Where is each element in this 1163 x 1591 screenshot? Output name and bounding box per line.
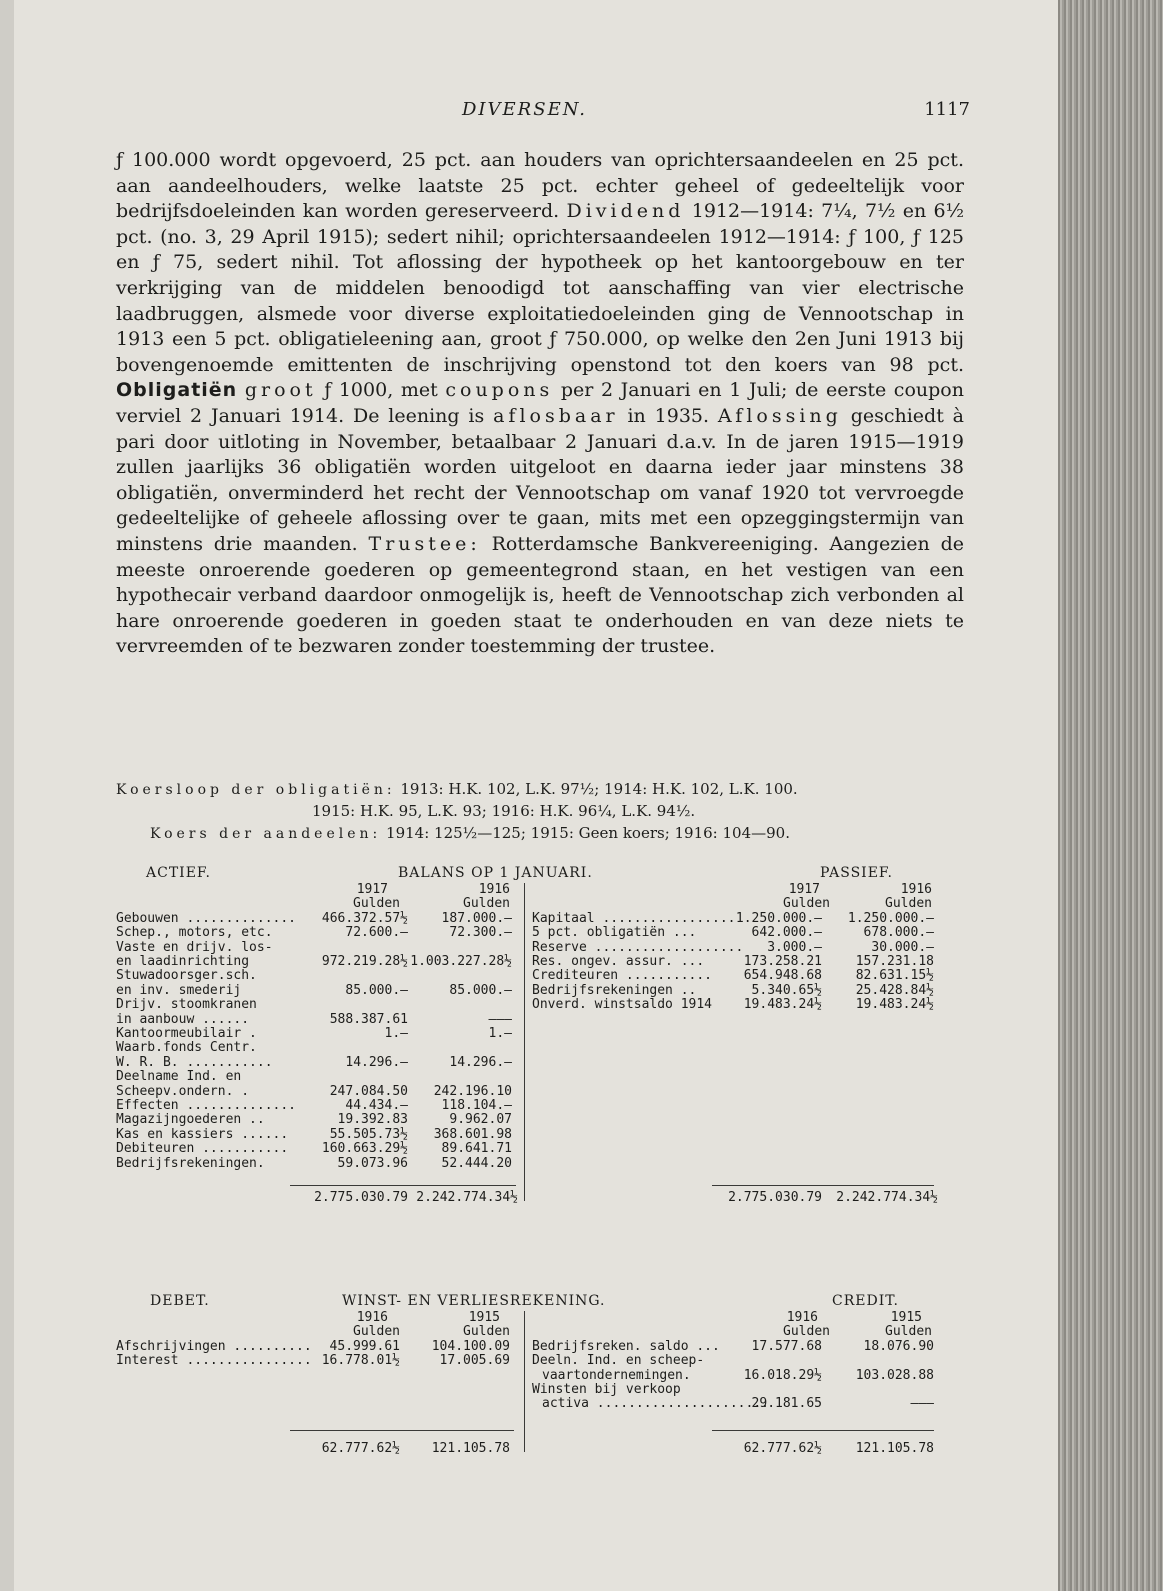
body-text-2: 1912—1914: 7¼, 7½ en 6½ pct. (no. 3, 29 April 1915); sedert nihil; oprichtersaandeelen 1912—1914: ƒ 100, ƒ 125 en ƒ 75, sedert nihil. Tot aflossing der hypotheek op het kantoorgebouw en ter verkrijging van de middelen benoodigd tot aanschaffing van vier electrische laadbruggen, alsmede voor diverse exploitatiedoeleinden ging de Vennootschap in 1913 een 5 pct. obligatieleening aan, groot ƒ 750.000, op welke den 2en Juni 1913 bij bovengenoemde emittenten de inschrijving openstond tot den koers van 98 pct.: [116, 200, 965, 376]
aflosbaar-heading: aflosbaar: [493, 404, 619, 427]
balance-actief-value-1917: 1.—: [384, 1026, 408, 1041]
balance-passief-total-1916: 2.242.774.34½: [836, 1190, 938, 1205]
pl-debet-label: Interest ................: [116, 1353, 312, 1369]
balance-actief-value-1917: 160.663.29½: [321, 1141, 408, 1157]
pl-debet-unit: Gulden: [463, 1324, 510, 1340]
balance-passief-value-1917: 642.000.—: [751, 925, 822, 941]
pl-debet-year: 1915: [468, 1310, 500, 1325]
body-text-7: Rotterdamsche Bankvereeniging. Aangezien de meeste onroerende goederen op gemeentegrond staan, en het vestigen van een hypothecair verband daardoor onmogelijk is, heeft de Vennootschap zich verbonden al hare onroerende goederen in goeden staat te onderhouden en van deze niets te vervreemden of te bezwaren zonder toestemming der trustee.: [116, 532, 965, 658]
balance-actief-value-1917: 466.372.57½: [321, 910, 408, 926]
balance-actief-year: 1916: [478, 882, 510, 897]
pl-credit-label: Winsten bij verkoop: [532, 1382, 681, 1397]
body-text-6: geschiedt à pari door uitloting in November, betaalbaar 2 Januari d.a.v. In de jaren 1915—1919 zullen jaarlijks 36 obligatiën worden uitgeloot en daarna ieder jaar minstens 38 obligatiën, onverminderd het recht der Vennootschap om vanaf 1920 tot vervroegde gedeeltelijke of geheele aflossing over te gaan, mits met een opzeggingstermijn van minstens drie maanden.: [116, 404, 965, 555]
balance-actief-total-1917: 2.775.030.79: [314, 1190, 408, 1205]
balance-actief-value-1916: 1.003.227.28½: [410, 954, 512, 969]
balance-passief-label: 5 pct. obligatiën ...: [532, 925, 697, 941]
pl-debet-total-rule: [290, 1430, 514, 1431]
balance-passief-value-1916: 30.000.—: [871, 939, 934, 955]
balance-actief-value-1917: 588.387.61: [329, 1011, 408, 1027]
pl-credit-unit: Gulden: [783, 1324, 830, 1340]
balance-passief-value-1916: 19.483.24½: [855, 997, 934, 1013]
pl-credit-label: activa ......................: [542, 1396, 769, 1412]
balance-passief-label: Onverd. winstsaldo 1914: [532, 997, 713, 1013]
balance-actief-label: Waarb.fonds Centr.: [116, 1040, 257, 1056]
balance-actief-value-1917: 14.296.—: [345, 1054, 408, 1070]
balance-passief-label: Res. ongev. assur. ...: [532, 954, 705, 969]
balance-passief-label: Kapitaal .................: [532, 910, 736, 926]
balance-passief-unit: Gulden: [783, 896, 830, 912]
running-title: DIVERSEN.: [462, 99, 588, 120]
balance-passief-value-1917: 3.000.—: [767, 939, 822, 955]
pl-debet-value-1915: 104.100.09: [431, 1338, 510, 1354]
balance-actief-value-1916: 368.601.98: [433, 1126, 512, 1142]
balance-actief-value-1916: 89.641.71: [441, 1141, 512, 1157]
balance-passief-year: 1916: [900, 882, 932, 897]
page-edge-stack: [1058, 0, 1163, 1591]
balance-actief-label: Gebouwen ..............: [116, 910, 297, 926]
body-text-5: in 1935.: [627, 404, 710, 427]
pl-debet-total-1915: 121.105.78: [431, 1440, 510, 1456]
balance-actief-label: Magazijngoederen ..: [116, 1112, 265, 1128]
pl-credit-total-rule: [712, 1430, 934, 1431]
balance-actief-value-1917: 85.000.—: [345, 982, 408, 998]
groot-label: groot: [244, 379, 317, 402]
pl-debet-value-1915: 17.005.69: [439, 1353, 510, 1369]
balance-actief-value-1917: 55.505.73½: [329, 1126, 408, 1142]
course-shares-1: 1914: 125½—125; 1915: Geen koers; 1916: 104—90.: [386, 824, 790, 842]
course-obligations-label: Koersloop der obligatiën:: [116, 782, 396, 798]
pl-debet-label: Afschrijvingen ..........: [116, 1338, 312, 1354]
pl-center-rule: [524, 1311, 525, 1452]
balance-passief-value-1917: 19.483.24½: [743, 997, 822, 1013]
body-text-4: per 2 Januari en 1 Juli; de eerste coupon verviel 2 Januari 1914. De leening is: [116, 379, 964, 427]
balance-actief-value-1916: 118.104.—: [441, 1098, 512, 1113]
pl-debet-value-1916: 45.999.61: [329, 1338, 400, 1354]
balance-passief-value-1916: 157.231.18: [855, 954, 934, 969]
pl-credit-value-1915: 103.028.88: [855, 1367, 934, 1383]
balance-passief-value-1917: 5.340.65½: [751, 982, 822, 998]
balance-actief-label: Kantoormeubilair .: [116, 1026, 257, 1041]
pl-credit-total-1915: 121.105.78: [855, 1440, 934, 1456]
balance-actief-value-1916: 72.300.—: [449, 925, 512, 941]
balance-actief-label: en inv. smederij: [116, 982, 242, 998]
balance-center-title: BALANS OP 1 JANUARI.: [398, 865, 593, 881]
pl-credit-value-1916: 16.018.29½: [743, 1367, 822, 1383]
balance-actief-value-1916: 9.962.07: [449, 1112, 512, 1128]
balance-actief-value-1917: 19.392.83: [337, 1112, 408, 1128]
pl-debet-year: 1916: [356, 1310, 388, 1325]
pl-credit-value-1915: 18.076.90: [863, 1338, 934, 1354]
balance-actief-value-1916: 52.444.20: [441, 1155, 512, 1171]
trustee-heading: Trustee:: [368, 532, 481, 555]
balance-left-title: ACTIEF.: [146, 865, 211, 881]
balance-actief-value-1916: 14.296.—: [449, 1054, 512, 1070]
balance-actief-value-1917: 72.600.—: [345, 925, 408, 941]
obligatien-heading: Obligatiën: [116, 379, 238, 402]
pl-right-title: CREDIT.: [832, 1293, 899, 1309]
balance-passief-unit: Gulden: [885, 896, 932, 912]
course-obligations-2: 1915: H.K. 95, L.K. 93; 1916: H.K. 96¼, L.K. 94½.: [312, 802, 696, 820]
body-text-1: ƒ 100.000 wordt opgevoerd, 25 pct. aan houders van oprichtersaandeelen en 25 pct. aan aandeelhouders, welke laatste 25 pct. echter geheel of gedeeltelijk voor bedrijfsdoeleinden kan worden gereserveerd.: [116, 149, 964, 223]
balance-passief-value-1916: 82.631.15½: [855, 968, 934, 984]
balance-passief-year: 1917: [788, 882, 820, 897]
balance-actief-unit: Gulden: [353, 896, 400, 912]
balance-actief-total-1916: 2.242.774.34½: [416, 1190, 518, 1205]
pl-credit-label: vaartondernemingen.: [542, 1367, 691, 1383]
balance-actief-value-1916: 187.000.—: [441, 910, 512, 926]
pl-credit-total-1916: 62.777.62½: [743, 1440, 822, 1456]
balance-actief-label: Stuwadoorsger.sch.: [116, 968, 257, 984]
pl-debet-unit: Gulden: [353, 1324, 400, 1340]
balance-actief-year: 1917: [356, 882, 388, 897]
balance-actief-label: Vaste en drijv. los-: [116, 939, 273, 955]
balance-actief-label: Bedrijfsrekeningen.: [116, 1155, 265, 1171]
dividend-heading: Dividend: [566, 200, 685, 223]
balance-actief-label: Kas en kassiers ......: [116, 1126, 289, 1142]
coupons-heading: coupons: [445, 379, 554, 402]
course-shares-label: Koers der aandeelen:: [150, 826, 382, 842]
balance-actief-label: Debiteuren ...........: [116, 1141, 289, 1157]
pl-credit-value-1916: 29.181.65: [751, 1396, 822, 1412]
pl-debet-value-1916: 16.778.01½: [321, 1353, 400, 1369]
course-obligations-1: 1913: H.K. 102, L.K. 97½; 1914: H.K. 102, L.K. 100.: [400, 780, 798, 798]
balance-passief-label: Reserve ...................: [532, 939, 744, 955]
balance-passief-value-1917: 654.948.68: [743, 968, 822, 984]
balance-actief-value-1917: 972.219.28½: [321, 954, 408, 969]
balance-actief-value-1916: 242.196.10: [433, 1083, 512, 1099]
balance-actief-value-1916: ———: [488, 1011, 512, 1027]
body-text-3: ƒ 1000, met: [324, 379, 438, 402]
balance-actief-label: in aanbouw ......: [116, 1011, 250, 1027]
balance-actief-value-1917: 44.434.—: [345, 1098, 408, 1113]
pl-credit-label: Bedrijfsreken. saldo ...: [532, 1338, 720, 1354]
pl-credit-value-1916: 17.577.68: [751, 1338, 822, 1354]
balance-actief-unit: Gulden: [463, 896, 510, 912]
balance-passief-value-1916: 678.000.—: [863, 925, 934, 941]
balance-actief-value-1917: 247.084.50: [329, 1083, 408, 1099]
balance-passief-total-1917: 2.775.030.79: [728, 1190, 822, 1205]
balance-passief-label: Crediteuren ...........: [532, 968, 713, 984]
pl-center-title: WINST- EN VERLIESREKENING.: [342, 1293, 606, 1309]
balance-actief-label: Deelname Ind. en: [116, 1069, 242, 1085]
pl-credit-label: Deeln. Ind. en scheep-: [532, 1353, 705, 1369]
balance-actief-label: Effecten ..............: [116, 1098, 297, 1113]
pl-debet-total-1916: 62.777.62½: [321, 1440, 400, 1456]
balance-actief-label: Schep., motors, etc.: [116, 925, 273, 941]
pl-credit-unit: Gulden: [885, 1324, 932, 1340]
balance-actief-value-1916: 1.—: [488, 1026, 512, 1041]
balance-passief-value-1916: 25.428.84½: [855, 982, 934, 998]
balance-actief-label: Drijv. stoomkranen: [116, 997, 257, 1013]
pl-credit-year: 1915: [890, 1310, 922, 1325]
balance-actief-label: Scheepv.ondern. .: [116, 1083, 250, 1099]
balance-passief-value-1916: 1.250.000.—: [847, 910, 934, 926]
balance-passief-value-1917: 173.258.21: [743, 954, 822, 969]
balance-passief-label: Bedrijfsrekeningen ..: [532, 982, 697, 998]
balance-actief-value-1916: 85.000.—: [449, 982, 512, 998]
pl-left-title: DEBET.: [150, 1293, 210, 1309]
pl-credit-year: 1916: [786, 1310, 818, 1325]
balance-actief-label: en laadinrichting: [116, 954, 250, 969]
aflossing-heading: Aflossing: [717, 404, 842, 427]
page-number: 1117: [924, 99, 970, 120]
balance-actief-value-1917: 59.073.96: [337, 1155, 408, 1171]
balance-passief-value-1917: 1.250.000.—: [735, 910, 822, 926]
balance-right-title: PASSIEF.: [820, 865, 893, 881]
balance-actief-label: W. R. B. ...........: [116, 1054, 273, 1070]
pl-credit-value-1915: ———: [910, 1396, 934, 1412]
